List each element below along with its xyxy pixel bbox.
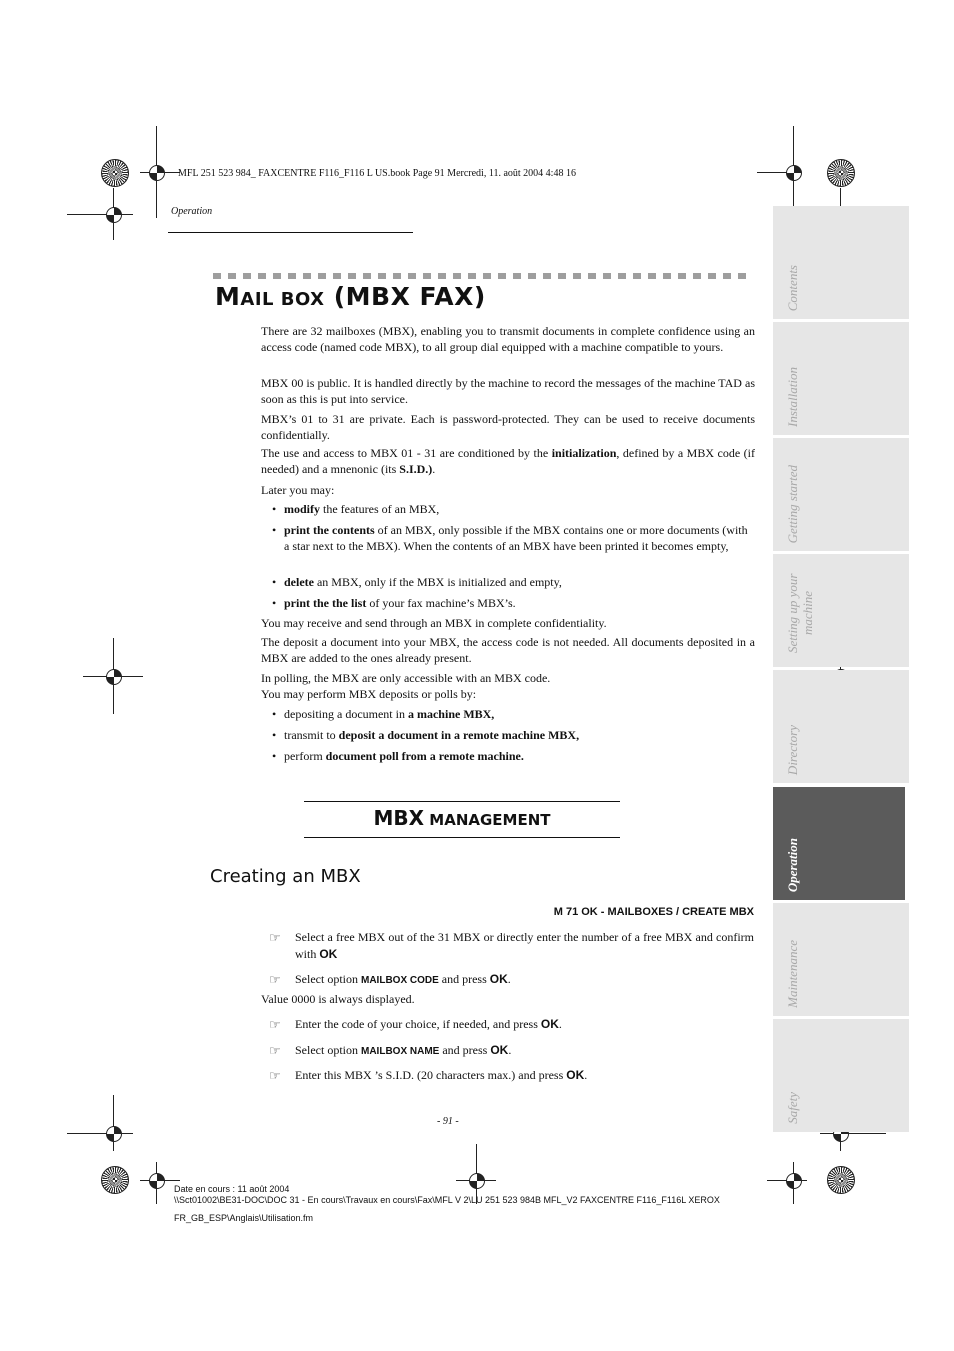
step-text: Select a free MBX out of the 31 MBX or directly enter the number of a free MBX and confirm with [295, 930, 754, 961]
list-item [272, 727, 754, 743]
running-header-section: Operation [171, 206, 213, 217]
intro-paragraph-3: MBX’s 01 to 31 are private. Each is password-protected. They can be used to receive documents confidentially. [261, 412, 755, 442]
pointing-hand-icon: ☞ [269, 1017, 281, 1032]
option-label: MAILBOX NAME [361, 1046, 440, 1057]
pointing-hand-icon: ☞ [269, 972, 281, 987]
title-cap: M [215, 282, 241, 311]
intro-paragraph-4 [261, 445, 755, 477]
list-item [272, 522, 754, 554]
tab-label: Contents [785, 264, 800, 311]
tab-label: Installation [785, 367, 800, 427]
step-text: and press [438, 972, 490, 986]
step-4 [269, 1042, 754, 1060]
section-heading-main: MBX [373, 806, 425, 830]
section-heading-box [304, 801, 620, 838]
title-dash-line [213, 273, 749, 279]
registration-rosette-icon [827, 159, 855, 187]
title-rest: (MBX FAX) [324, 282, 486, 311]
intro-paragraph-5: You may receive and send through an MBX in complete confidentiality. [261, 616, 607, 630]
bullet-icon: • [272, 502, 277, 516]
registration-rosette-icon [101, 1166, 129, 1194]
page-title [215, 282, 486, 311]
bullet-term: print the contents [284, 523, 375, 537]
later-text: Later you may: [261, 483, 335, 497]
bullet-text: an MBX, only if the MBX is initialized and empty, [313, 575, 562, 589]
bullet-text: of your fax machine’s MBX’s. [366, 596, 516, 610]
tab-label: Maintenance [785, 940, 800, 1008]
step-text: and press [439, 1043, 491, 1057]
text-span: The use and access to MBX 01 - 31 are conditioned by the [261, 446, 552, 460]
list-item [272, 706, 754, 722]
tab-directory[interactable] [773, 670, 909, 783]
bullet-text: depositing a document in [284, 707, 408, 721]
bullet-text: perform [284, 749, 326, 763]
step-text: Enter the code of your choice, if needed, and press [295, 1017, 541, 1031]
bullet-icon: • [272, 523, 277, 537]
intro-paragraph-8: You may perform MBX deposits or polls by: [261, 687, 477, 701]
tab-label: Safety [785, 1092, 800, 1124]
header-rule [168, 232, 413, 233]
text-span: , defined by a MBX code (if needed) and a mnenonic (its [261, 446, 755, 476]
menu-path: M 71 OK - MAILBOXES / CREATE MBX [553, 906, 754, 918]
bullet-term: print the the list [284, 596, 367, 610]
initialization-term: initialization [551, 446, 617, 460]
footer-date: Date en cours : 11 août 2004 [174, 1184, 290, 1194]
tab-label: Getting started [785, 464, 800, 543]
intro-paragraph-7: In polling, the MBX are only accessible with an MBX code. [261, 671, 551, 685]
tab-label: Operation [785, 837, 800, 892]
tab-operation[interactable] [773, 787, 905, 900]
step-text: . [507, 972, 511, 986]
bullet-term: delete [284, 575, 314, 589]
pointing-hand-icon: ☞ [269, 1068, 281, 1083]
section-heading-small-caps: MANAGEMENT [424, 811, 551, 829]
ok-key-label: OK [319, 947, 338, 961]
ok-key-label: OK [489, 972, 508, 986]
sid-term: S.I.D.) [399, 462, 433, 476]
step-5 [269, 1067, 754, 1084]
bullet-icon: • [272, 749, 277, 763]
bullet-text: transmit to [284, 728, 339, 742]
tab-label: Directory [785, 724, 800, 775]
intro-paragraph-2: MBX 00 is public. It is handled directly by the machine to record the messages of the machine TAD as soon as this is put into service. [261, 376, 755, 406]
tab-installation[interactable] [773, 322, 909, 435]
tab-maintenance[interactable] [773, 903, 909, 1016]
step-text: Enter this MBX ’s S.I.D. (20 characters max.) and press [295, 1068, 567, 1082]
tab-safety[interactable] [773, 1019, 909, 1132]
bullet-icon: • [272, 596, 277, 610]
step-text: . [584, 1068, 588, 1082]
bullet-term: modify [284, 502, 320, 516]
list-item [272, 595, 754, 611]
footer-file: FR_GB_ESP\Anglais\Utilisation.fm [174, 1213, 314, 1223]
tab-contents[interactable] [773, 206, 909, 319]
step-2 [269, 971, 754, 989]
subsection-heading: Creating an MBX [210, 866, 361, 887]
step-text: . [558, 1017, 562, 1031]
option-label: MAILBOX CODE [361, 975, 439, 986]
bullet-text: of an MBX, only possible if the MBX contains one or more documents (with a star next to the MBX). When the contents of an MBX have been printed it becomes empty, [284, 523, 748, 553]
tab-label: Setting up your machine [785, 573, 815, 653]
list-item [272, 748, 754, 764]
book-info-line: MFL 251 523 984_ FAXCENTRE F116_F116 L US.book Page 91 Mercredi, 11. août 2004 4:48 16 [178, 168, 576, 179]
bullet-term: deposit a document in a remote machine MBX, [338, 728, 580, 742]
pointing-hand-icon: ☞ [269, 1043, 281, 1058]
registration-rosette-icon [101, 159, 129, 187]
ok-key-label: OK [490, 1043, 509, 1057]
bullet-term: document poll from a remote machine. [325, 749, 524, 763]
bullet-icon: • [272, 728, 277, 742]
step-1 [269, 929, 754, 963]
step-text: Select option [295, 972, 361, 986]
text-span: . [432, 462, 436, 476]
list-item [272, 501, 754, 517]
tab-getting-started[interactable] [773, 438, 909, 551]
title-small-caps: AIL BOX [240, 289, 325, 310]
intro-paragraph-6: The deposit a document into your MBX, the access code is not needed. All documents deposited in a MBX are added to the ones already present. [261, 635, 755, 665]
value-note: Value 0000 is always displayed. [261, 992, 415, 1006]
tab-setting-up[interactable] [773, 554, 909, 667]
list-item [272, 574, 754, 590]
bullet-icon: • [272, 575, 277, 589]
page-number: - 91 - [437, 1116, 459, 1127]
bullet-text: the features of an MBX, [320, 502, 440, 516]
registration-rosette-icon [827, 1166, 855, 1194]
step-3 [269, 1016, 754, 1033]
step-text: Select option [295, 1043, 361, 1057]
intro-paragraph-1: There are 32 mailboxes (MBX), enabling you to transmit documents in complete confidence using an access code (named code MBX), to all group dial equipped with a machine compatible to yours. [261, 324, 755, 354]
pointing-hand-icon: ☞ [269, 930, 281, 945]
ok-key-label: OK [540, 1017, 559, 1031]
bullet-icon: • [272, 707, 277, 721]
section-heading [304, 806, 620, 830]
step-text: . [508, 1043, 512, 1057]
footer-path: \\Sct01002\BE31-DOC\DOC 31 - En cours\Travaux en cours\Fax\MFL V 2\LU 251 523 984B MFL_V2 FAXCENTRE F116_F116L XEROX [174, 1195, 720, 1205]
bullet-term: a machine MBX, [407, 707, 495, 721]
ok-key-label: OK [566, 1068, 585, 1082]
